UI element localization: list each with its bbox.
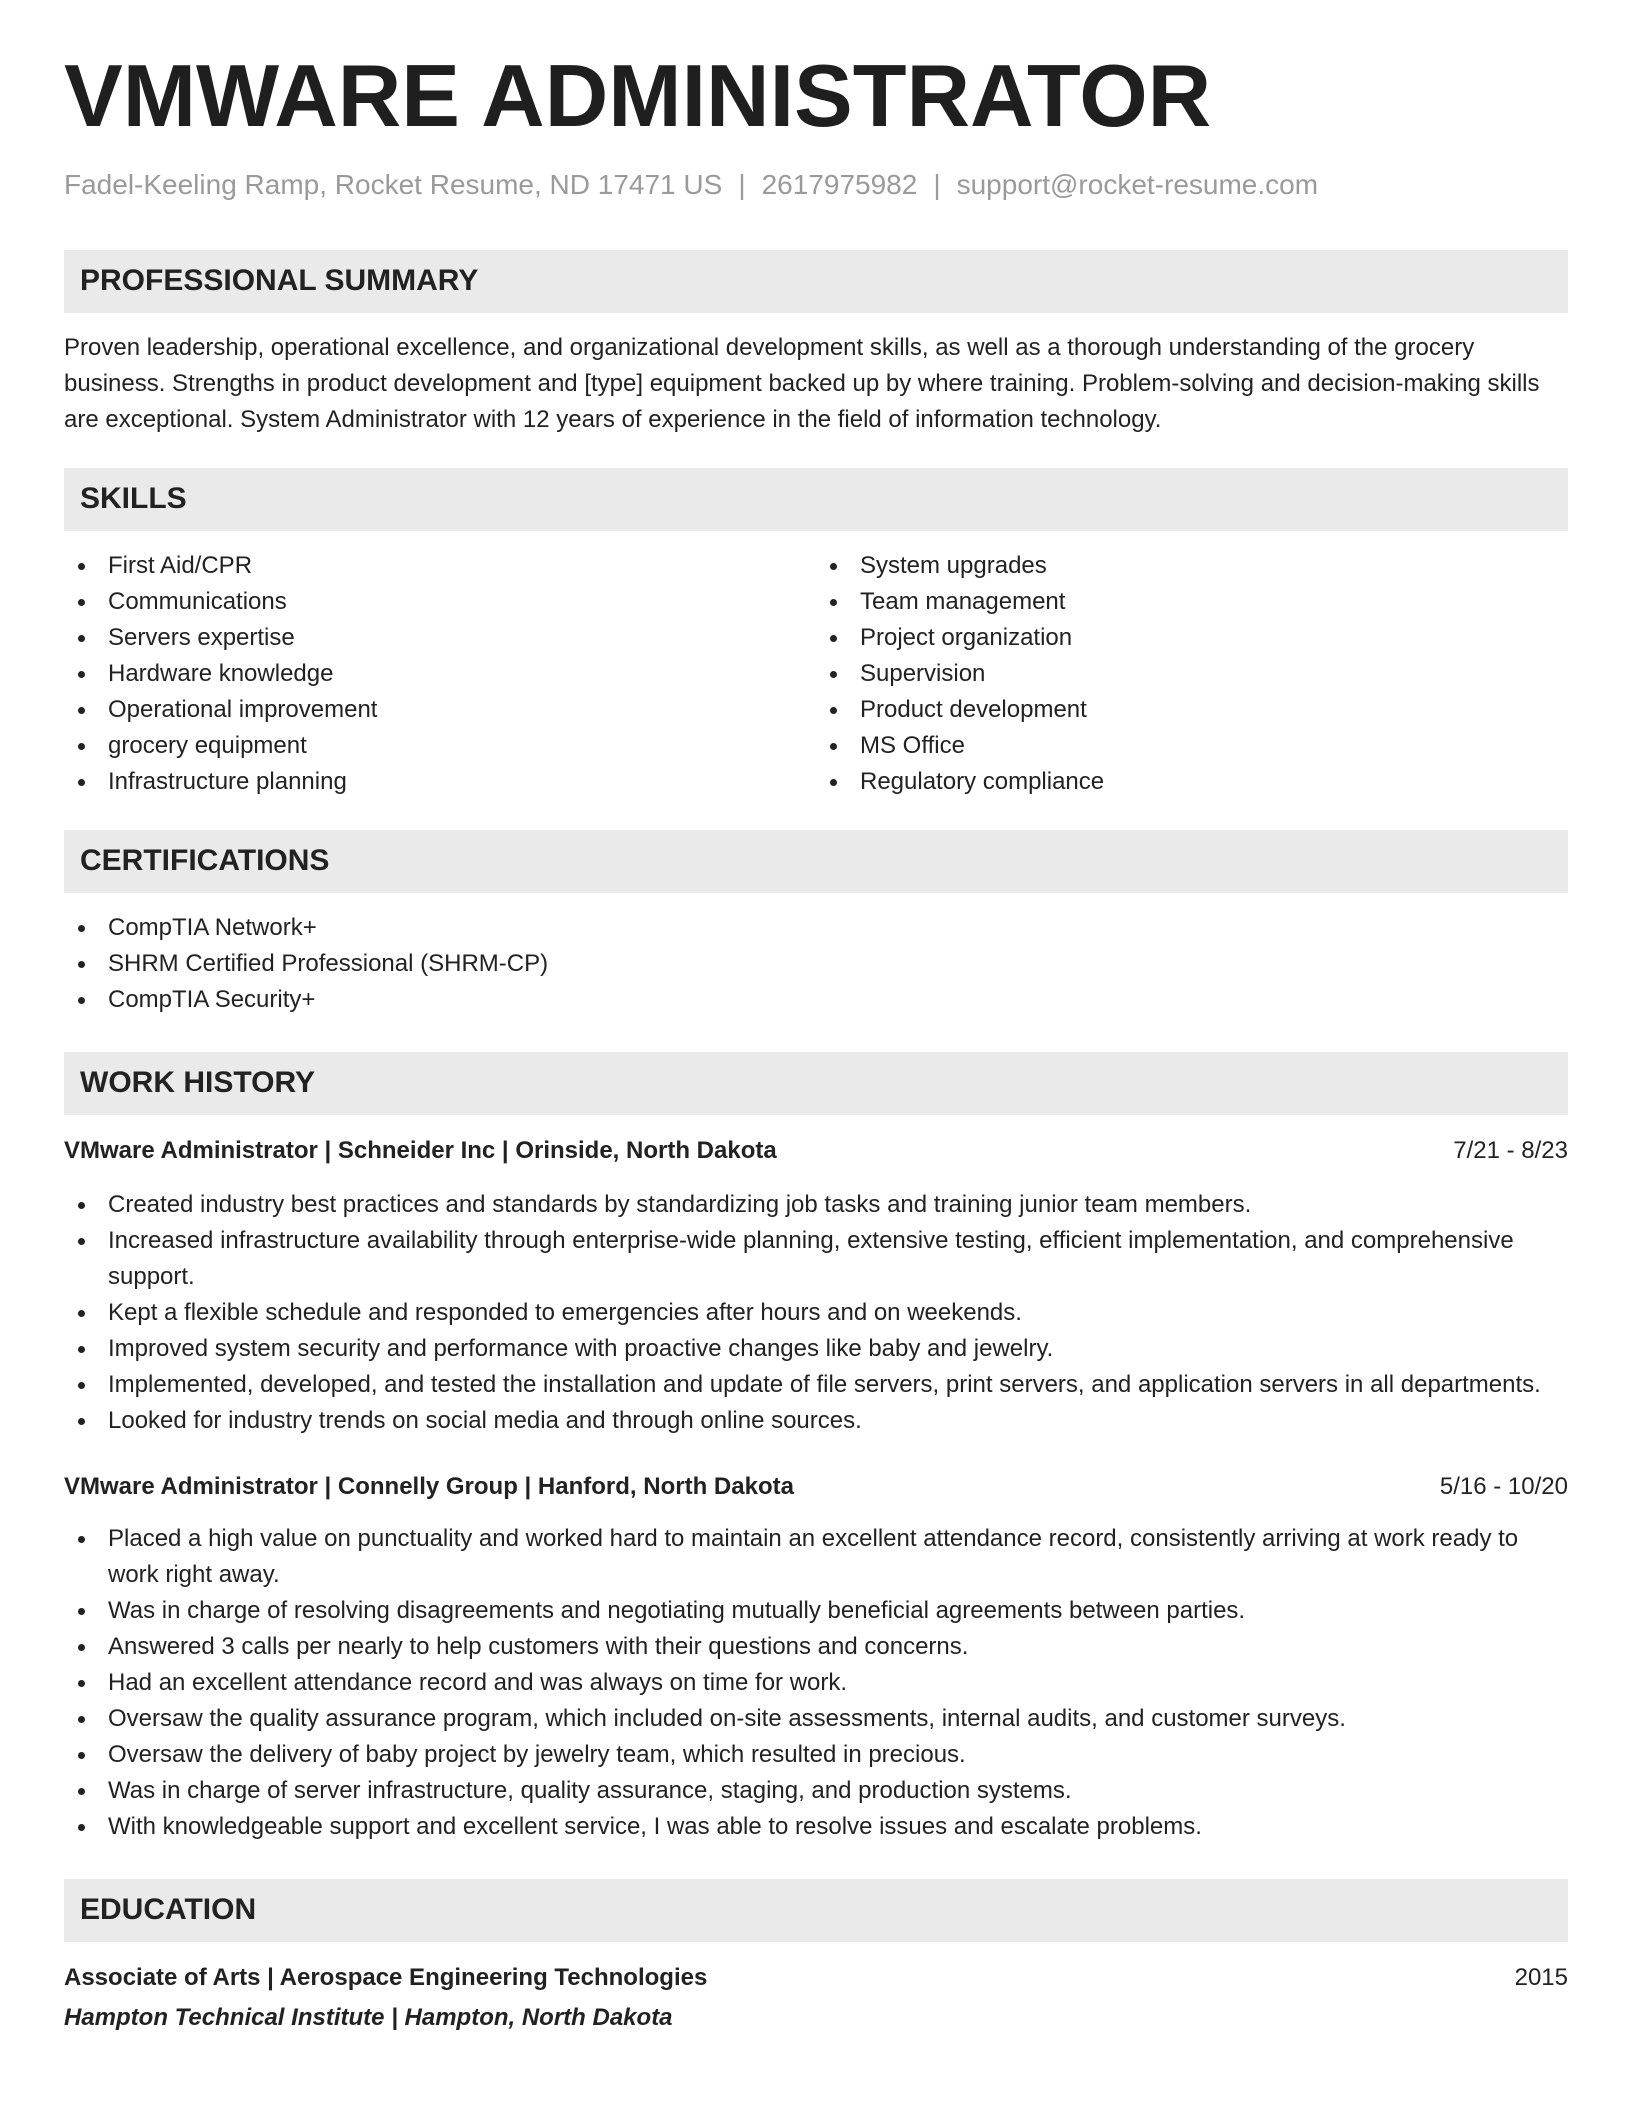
skills-section-header: [64, 468, 1568, 531]
skill-item: Project organization: [816, 620, 1568, 656]
job-bullet: Oversaw the delivery of baby project by jewelry team, which resulted in precious.: [64, 1737, 1568, 1773]
job-bullet: Placed a high value on punctuality and worked hard to maintain an excellent attendance record, consistently arriving at work ready to work right away.: [64, 1521, 1568, 1593]
contact-address: Fadel-Keeling Ramp, Rocket Resume, ND 17471 US: [64, 169, 723, 200]
education-section-header: [64, 1879, 1568, 1942]
bullet-icon: [78, 779, 85, 786]
certifications-list: [64, 910, 1568, 1018]
bullet-icon: [78, 563, 85, 570]
certifications-heading: CERTIFICATIONS: [80, 844, 330, 878]
bullet-icon: [78, 707, 85, 714]
contact-email: support@rocket-resume.com: [956, 169, 1319, 200]
contact-line: [64, 168, 1568, 202]
education-entry: [64, 1960, 1568, 2036]
certification-item: CompTIA Network+: [64, 910, 1568, 946]
skill-item: grocery equipment: [64, 728, 816, 764]
skill-item: Regulatory compliance: [816, 764, 1568, 800]
bullet-icon: [78, 1382, 85, 1389]
bullet-icon: [78, 1608, 85, 1615]
skills-heading: SKILLS: [80, 482, 187, 516]
bullet-icon: [830, 563, 837, 570]
bullet-icon: [78, 997, 85, 1004]
job-bullet: Improved system security and performance with proactive changes like baby and jewelry.: [64, 1331, 1568, 1367]
skill-item: Operational improvement: [64, 692, 816, 728]
bullet-icon: [78, 671, 85, 678]
certification-item: SHRM Certified Professional (SHRM-CP): [64, 946, 1568, 982]
job-bullets: [64, 1521, 1568, 1845]
job-bullet: Oversaw the quality assurance program, which included on-site assessments, internal audits, and customer surveys.: [64, 1701, 1568, 1737]
education-header: [64, 1960, 1568, 1996]
skill-item: MS Office: [816, 728, 1568, 764]
bullet-icon: [78, 599, 85, 606]
skill-item: Product development: [816, 692, 1568, 728]
bullet-icon: [78, 925, 85, 932]
education-heading: EDUCATION: [80, 1893, 257, 1927]
work-history-heading: WORK HISTORY: [80, 1066, 316, 1100]
contact-separator: |: [738, 169, 746, 200]
job-bullets: [64, 1187, 1568, 1439]
summary-section-header: [64, 250, 1568, 313]
skill-item: Supervision: [816, 656, 1568, 692]
job-header: [64, 1469, 1568, 1505]
summary-heading: PROFESSIONAL SUMMARY: [80, 264, 479, 298]
bullet-icon: [78, 1716, 85, 1723]
job-dates: 7/21 - 8/23: [1453, 1136, 1568, 1164]
job-dates: 5/16 - 10/20: [1439, 1472, 1568, 1500]
certification-item: CompTIA Security+: [64, 982, 1568, 1018]
bullet-icon: [78, 961, 85, 968]
bullet-icon: [830, 707, 837, 714]
bullet-icon: [830, 599, 837, 606]
job-bullet: Was in charge of resolving disagreements and negotiating mutually beneficial agreements between parties.: [64, 1593, 1568, 1629]
education-degree: Associate of Arts | Aerospace Engineering Technologies: [64, 1963, 708, 1991]
contact-phone: 2617975982: [761, 169, 918, 200]
job-bullet: Kept a flexible schedule and responded to emergencies after hours and on weekends.: [64, 1295, 1568, 1331]
work-history-section-header: [64, 1052, 1568, 1115]
bullet-icon: [78, 1644, 85, 1651]
bullet-icon: [78, 1824, 85, 1831]
certifications-section-header: [64, 830, 1568, 893]
bullet-icon: [78, 743, 85, 750]
bullet-icon: [78, 1788, 85, 1795]
skills-column-left: [64, 548, 816, 800]
skill-item: Communications: [64, 584, 816, 620]
skill-item: Infrastructure planning: [64, 764, 816, 800]
bullet-icon: [78, 1202, 85, 1209]
education-school: Hampton Technical Institute | Hampton, North Dakota: [64, 2003, 673, 2031]
bullet-icon: [78, 1536, 85, 1543]
education-year: 2015: [1514, 1963, 1568, 1991]
job-title: VMware Administrator | Connelly Group | Hanford, North Dakota: [64, 1472, 794, 1500]
bullet-icon: [78, 1680, 85, 1687]
bullet-icon: [830, 779, 837, 786]
bullet-icon: [78, 635, 85, 642]
skill-item: Servers expertise: [64, 620, 816, 656]
bullet-icon: [78, 1310, 85, 1317]
job-bullet: Increased infrastructure availability through enterprise-wide planning, extensive testing, efficient implementation, and comprehensive support.: [64, 1223, 1568, 1295]
bullet-icon: [78, 1752, 85, 1759]
job-header: [64, 1133, 1568, 1169]
job-bullet: Implemented, developed, and tested the installation and update of file servers, print servers, and application servers in all departments.: [64, 1367, 1568, 1403]
job-bullet: Looked for industry trends on social media and through online sources.: [64, 1403, 1568, 1439]
skills-column-right: [816, 548, 1568, 800]
bullet-icon: [78, 1346, 85, 1353]
job-bullet: Answered 3 calls per nearly to help customers with their questions and concerns.: [64, 1629, 1568, 1665]
bullet-icon: [830, 635, 837, 642]
job-bullet: Created industry best practices and standards by standardizing job tasks and training junior team members.: [64, 1187, 1568, 1223]
contact-separator: |: [933, 169, 941, 200]
skill-item: First Aid/CPR: [64, 548, 816, 584]
candidate-name: VMWARE ADMINISTRATOR: [64, 46, 1212, 145]
job-bullet: Was in charge of server infrastructure, quality assurance, staging, and production systems.: [64, 1773, 1568, 1809]
skills-list: [64, 548, 1568, 800]
job-entry: [64, 1133, 1568, 1439]
job-bullet: Had an excellent attendance record and was always on time for work.: [64, 1665, 1568, 1701]
skill-item: Hardware knowledge: [64, 656, 816, 692]
job-entry: [64, 1469, 1568, 1845]
bullet-icon: [78, 1238, 85, 1245]
job-title: VMware Administrator | Schneider Inc | Orinside, North Dakota: [64, 1136, 777, 1164]
skill-item: System upgrades: [816, 548, 1568, 584]
bullet-icon: [830, 743, 837, 750]
job-bullet: With knowledgeable support and excellent service, I was able to resolve issues and escalate problems.: [64, 1809, 1568, 1845]
summary-text: Proven leadership, operational excellence, and organizational development skills, as well as a thorough understanding of the grocery business. Strengths in product development and [type] equipment backed up by where training. Problem-solving and decision-making skills are exceptional. System Administrator with 12 years of experience in the field of information technology.: [64, 333, 1540, 433]
skill-item: Team management: [816, 584, 1568, 620]
bullet-icon: [78, 1418, 85, 1425]
bullet-icon: [830, 671, 837, 678]
